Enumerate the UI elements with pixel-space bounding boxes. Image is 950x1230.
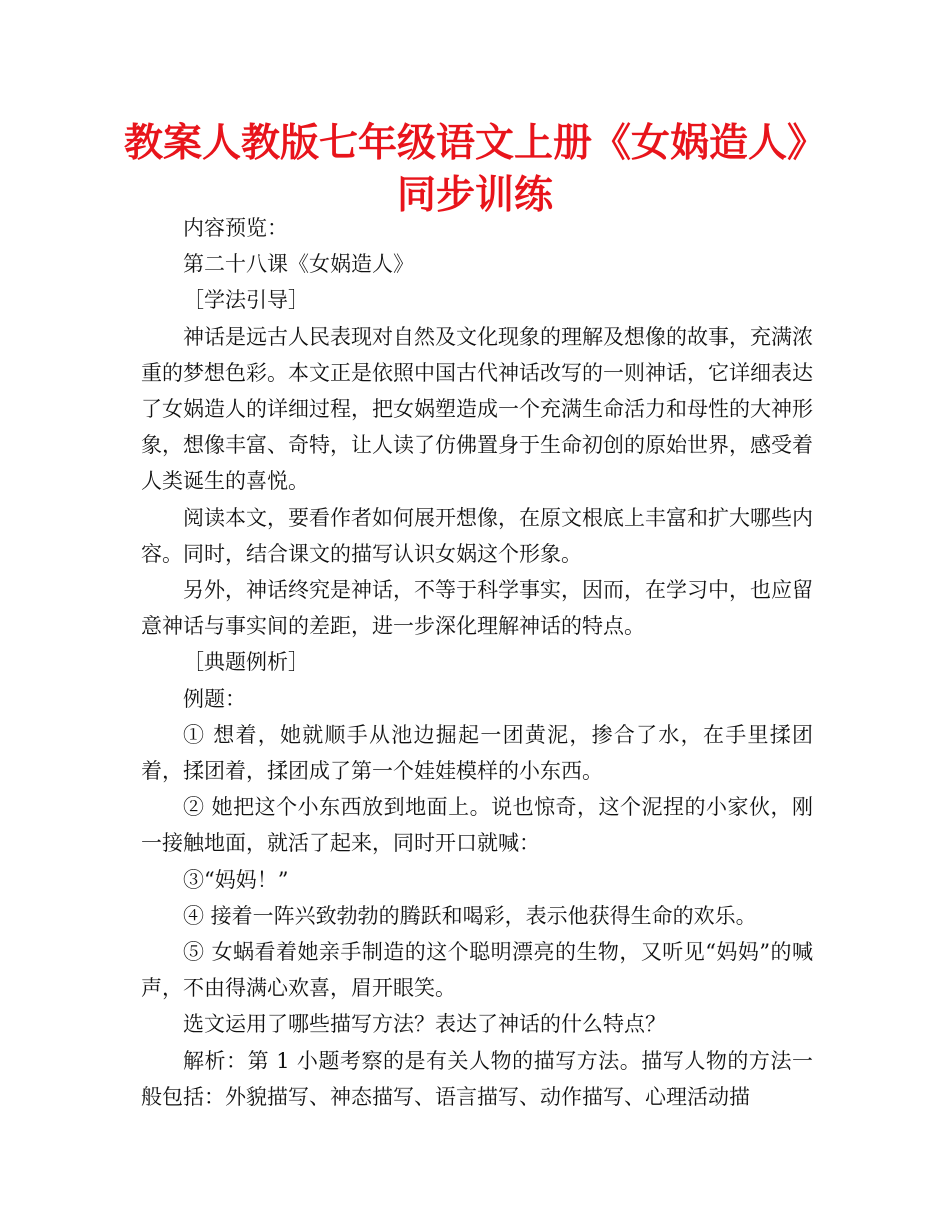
document-title — [100, 118, 850, 222]
section-heading-study-guide: ［学法引导］ — [183, 288, 309, 313]
example-item-3: ③“妈妈！” — [183, 867, 289, 892]
document-body — [141, 210, 813, 1115]
title-line-1: 教案人教版七年级语文上册《女娲造人》 — [123, 121, 826, 166]
preview-label: 内容预览： — [183, 216, 288, 240]
example-item-4: ④ 接着一阵兴致勃勃的腾跃和喝彩，表示他获得生命的欢乐。 — [183, 903, 757, 928]
section-heading-example-analysis: ［典题例析］ — [183, 650, 309, 675]
paragraph: 阅读本文，要看作者如何展开想像，在原文根底上丰富和扩大哪些内容。同时，结合课文的描写认识女娲这个形象。 — [141, 505, 813, 566]
paragraph: 另外，神话终究是神话，不等于科学事实，因而，在学习中，也应留意神话与事实间的差距，进一步深化理解神话的特点。 — [141, 578, 813, 639]
example-item-1: ① 想着，她就顺手从池边掘起一团黄泥，掺合了水，在手里揉团着，揉团着，揉团成了第一个娃娃模样的小东西。 — [141, 722, 813, 784]
lesson-heading: 第二十八课《女娲造人》 — [183, 252, 414, 277]
title-line-2: 同步训练 — [396, 173, 553, 218]
paragraph: 神话是远古人民表现对自然及文化现象的理解及想像的故事，充满浓重的梦想色彩。本文正是依照中国古代神话改写的一则神话，它详细表达了女娲造人的详细过程，把女娲塑造成一个充满生命活力和母性的大神形象，想像丰富、奇特，让人读了仿佛置身于生命初创的原始世界，感受着人类诞生的喜悦。 — [141, 324, 813, 494]
question: 选文运用了哪些描写方法？表达了神话的什么特点？ — [183, 1012, 666, 1037]
example-item-5: ⑤ 女蜗看着她亲手制造的这个聪明漂亮的生物，又听见“妈妈”的喊声，不由得满心欢喜，眉开眼笑。 — [141, 940, 813, 1001]
analysis: 解析：第 1 小题考察的是有关人物的描写方法。描写人物的方法一般包括：外貌描写、神态描写、语言描写、动作描写、心理活动描 — [141, 1048, 813, 1109]
example-label: 例题： — [183, 686, 246, 711]
example-item-2: ② 她把这个小东西放到地面上。说也惊奇，这个泥捏的小家伙，刚一接触地面，就活了起来，同时开口就喊： — [141, 795, 813, 856]
